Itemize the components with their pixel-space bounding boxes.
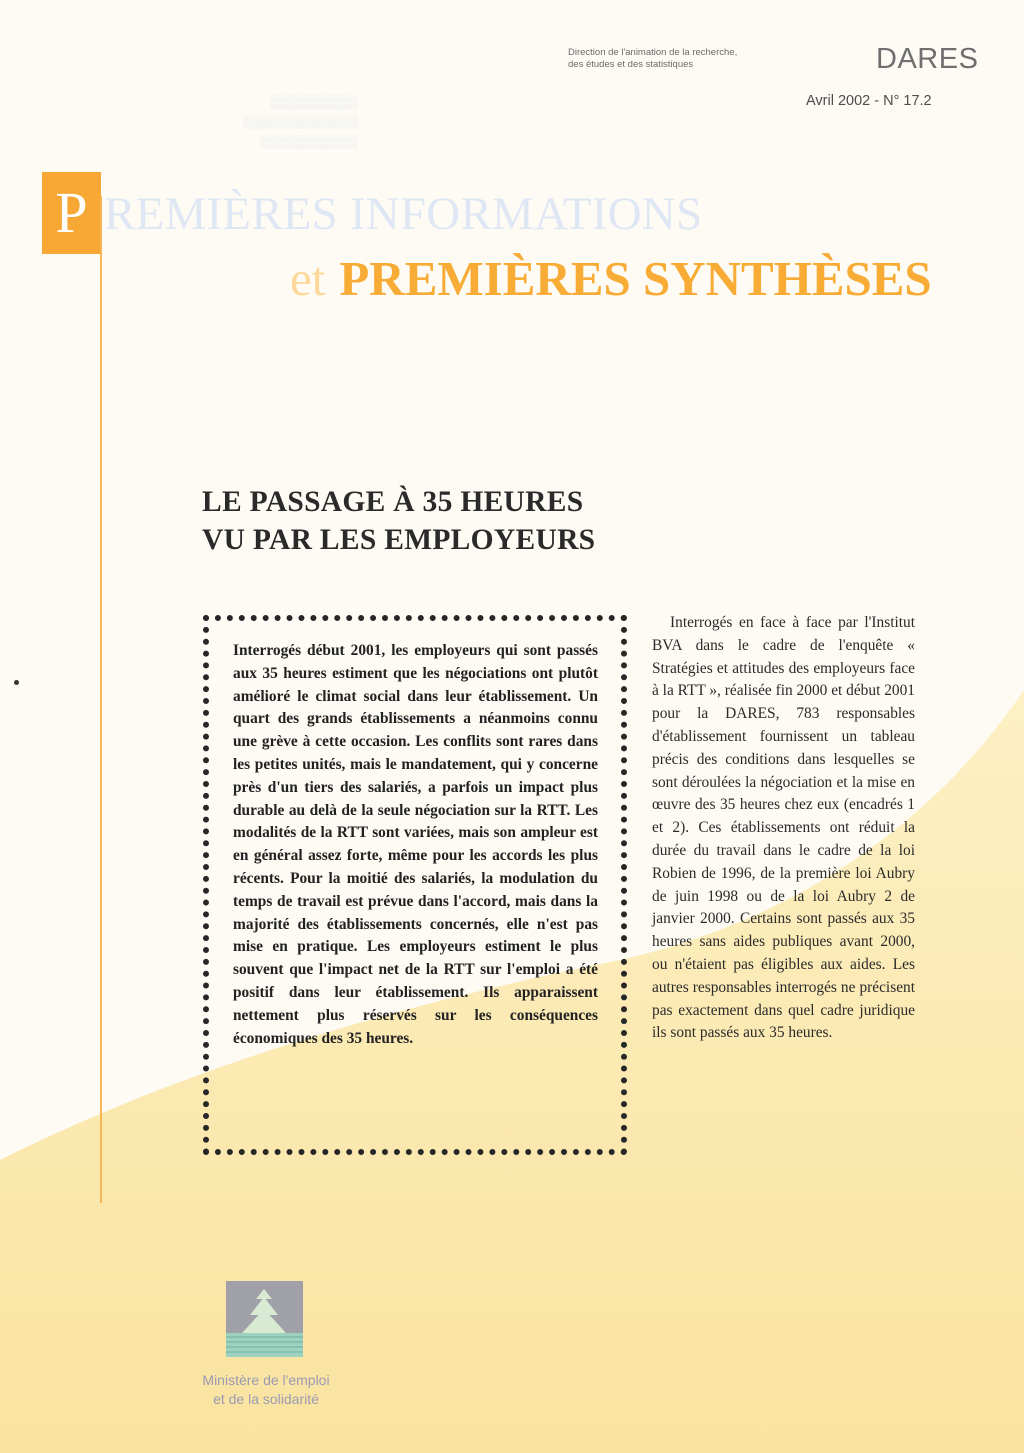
article-title-line-2: VU PAR LES EMPLOYEURS <box>202 524 596 556</box>
orange-vertical-rule <box>100 196 102 1203</box>
publisher-directorate <box>568 47 818 71</box>
publisher-line-1: Direction de l'animation de la recherche, <box>568 47 738 58</box>
bleed-through-text: ▒▒▒▒▒▒▒▒▒▒ ▒▒▒▒▒▒▒▒▒▒▒▒▒ ▒▒▒▒▒▒▒▒▒▒▒ <box>242 95 358 149</box>
stray-dot <box>14 680 19 685</box>
summary-text: Interrogés début 2001, les employeurs qui sont passés aux 35 heures estiment que les négociations ont plutôt amélioré le climat social dans leur établissement. Un quart des grands établissements a néanmoins connu une grève à cette occasion. Les conflits sont rares dans les petites unités, mais le mandatement, qui y concerne près d'un tiers des salariés, a parfois un impact plus durable au delà de la seule négociation sur la RTT. Les modalités de la RTT sont variées, mais son ampleur est en général assez forte, même pour les accords les plus récents. Pour la moitié des salariés, la modulation du temps de travail est prévue dans l'accord, mais dans la majorité des établissements concernés, elle n'est pas mise en pratique. Les employeurs estiment le plus souvent que l'impact net de la RTT sur l'emploi a été positif dans leur établissement. Ils apparaissent nettement plus réservés sur les conséquences économiques des 35 heures. <box>233 642 598 1047</box>
masthead-premieres-syntheses <box>290 250 932 307</box>
masthead-premieres-informations: REMIÈRES INFORMATIONS <box>104 188 703 240</box>
intro-text: Interrogés en face à face par l'Institut BVA dans le cadre de l'enquête « Stratégies et attitudes des employeurs face à la RTT », réalisée fin 2000 et début 2001 pour la DARES, 783 responsables d'établissement fournissent un tableau précis des conditions dans lesquelles se sont déroulées la négociation et la mise en œuvre des 35 heures chez eux (encadrés 1 et 2). Ces établissements ont réduit la durée du travail dans le cadre de la loi Robien de 1996, de la première loi Aubry de juin 1998 ou de la loi Aubry 2 de janvier 2000. Certains sont passés aux 35 heures sans aides publiques avant 2000, ou n'étaient pas éligibles aux aides. Les autres responsables interrogés ne précisent pas exactement dans quel cadre juridique ils sont passés aux 35 heures. <box>652 614 915 1042</box>
ministry-line-1: Ministère de l'emploi <box>202 1372 330 1388</box>
intro-column <box>652 612 915 1045</box>
brand-dares: DARES <box>876 43 979 75</box>
masthead-initial-box: P <box>42 172 101 254</box>
ministry-line-2: et de la solidarité <box>213 1391 319 1407</box>
issue-number: Avril 2002 - N° 17.2 <box>806 93 932 109</box>
masthead-et: et <box>290 251 326 306</box>
article-title-line-1: LE PASSAGE À 35 HEURES <box>202 486 584 518</box>
publisher-line-2: des études et des statistiques <box>568 59 694 70</box>
masthead-syntheses-text: PREMIÈRES SYNTHÈSES <box>339 251 932 306</box>
ministry-name <box>176 1371 356 1409</box>
summary-box <box>203 615 627 1155</box>
ministry-logo <box>226 1281 303 1357</box>
article-title <box>202 483 722 559</box>
